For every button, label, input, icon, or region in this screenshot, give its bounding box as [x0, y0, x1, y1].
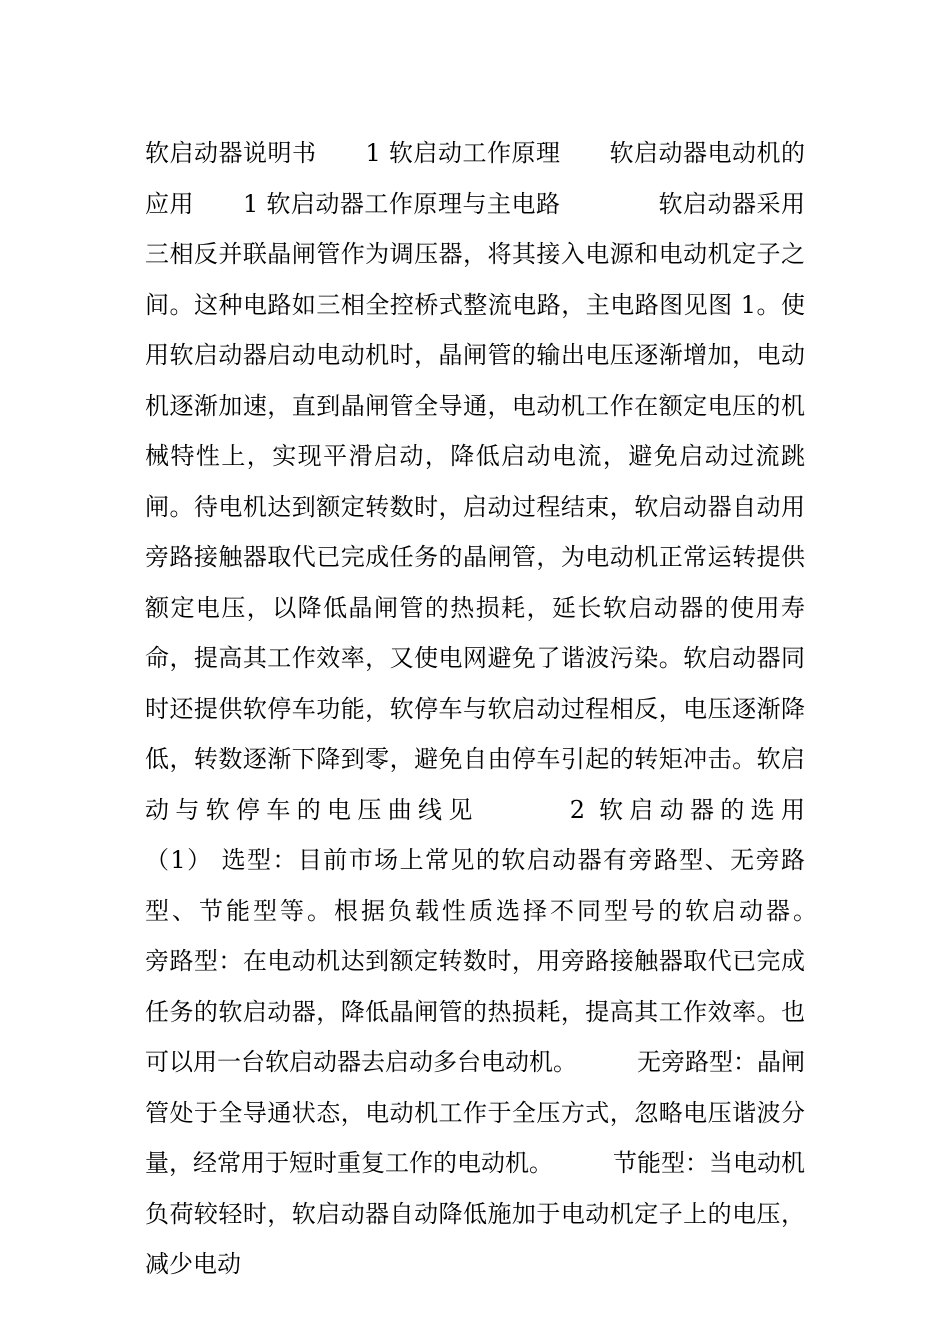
body-paragraph: 软启动器说明书 1 软启动工作原理 软启动器电动机的应用 1 软启动器工作原理与主电路 软启动器采用三相反并联晶闸管作为调压器，将其接入电源和电动机定子之间。这种电路如三相全控桥式整流电路，主电路图见图 1。使用软启动器启动电动机时，晶闸管的输出电压逐渐增加，电动机逐渐加速，直到晶闸管全导通，电动机工作在额定电压的机械特性上，实现平滑启动，降低启动电流，避免启动过流跳闸。待电机达到额定转数时，启动过程结束，软启动器自动用旁路接触器取代已完成任务的晶闸管，为电动机正常运转提供额定电压，以降低晶闸管的热损耗，延长软启动器的使用寿命，提高其工作效率，又使电网避免了谐波污染。软启动器同时还提供软停车功能，软停车与软启动过程相反，电压逐渐降低，转数逐渐下降到零，避免自由停车引起的转矩冲击。软启动与软停车的电压曲线见 2 软启动器的选用 （1） 选型：目前市场上常见的软启动器有旁路型、无旁路型、节能型等。根据负载性质选择不同型号的软启动器。 旁路型：在电动机达到额定转数时，用旁路接触器取代已完成任务的软启动器，降低晶闸管的热损耗，提高其工作效率。也可以用一台软启动器去启动多台电动机。 无旁路型：晶闸管处于全导通状态，电动机工作于全压方式，忽略电压谐波分量，经常用于短时重复工作的电动机。 节能型：当电动机负荷较轻时，软启动器自动降低施加于电动机定子上的电压，减少电动 [145, 139, 901, 1278]
